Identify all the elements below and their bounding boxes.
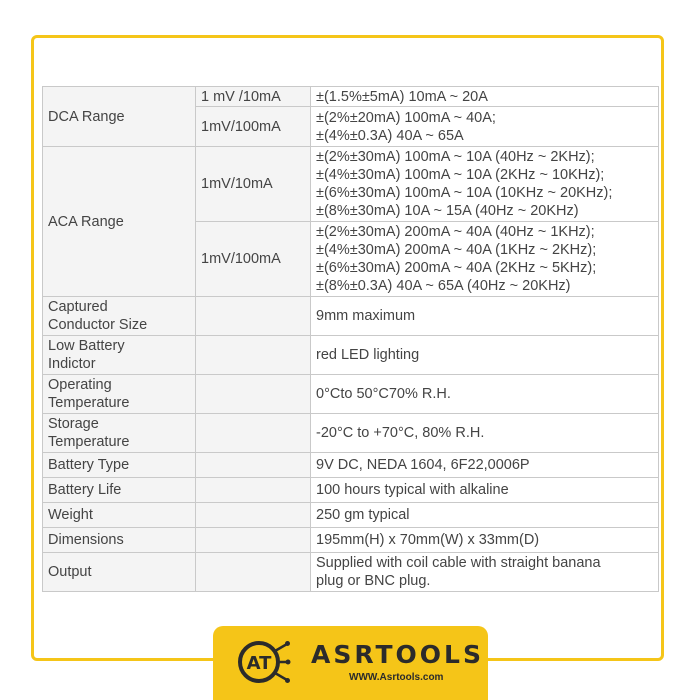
spec-label: Weight: [43, 503, 196, 528]
table-row: [43, 297, 659, 336]
spec-range-empty: [196, 336, 311, 375]
table-row: [43, 478, 659, 503]
table-row: [43, 147, 659, 222]
spec-range-empty: [196, 553, 311, 592]
spec-label: Dimensions: [43, 528, 196, 553]
spec-table: [42, 86, 659, 592]
spec-range: 1mV/100mA: [196, 222, 311, 297]
at-circuit-logo-icon: [235, 634, 291, 690]
spec-range-empty: [196, 414, 311, 453]
spec-range-empty: [196, 503, 311, 528]
table-row: [43, 553, 659, 592]
brand-website: WWW.Asrtools.com: [349, 672, 444, 683]
spec-label: Low Battery Indictor: [43, 336, 196, 375]
spec-value: ±(1.5%±5mA) 10mA ~ 20A: [311, 87, 659, 107]
spec-value: 0°Cto 50°C70% R.H.: [311, 375, 659, 414]
spec-label: ACA Range: [43, 147, 196, 297]
spec-range: 1 mV /10mA: [196, 87, 311, 107]
table-row: [43, 414, 659, 453]
spec-value: 9V DC, NEDA 1604, 6F22,0006P: [311, 453, 659, 478]
table-row: [43, 503, 659, 528]
spec-value: 9mm maximum: [311, 297, 659, 336]
spec-range-empty: [196, 453, 311, 478]
spec-value: ±(2%±20mA) 100mA ~ 40A; ±(4%±0.3A) 40A ~ 65A: [311, 107, 659, 147]
spec-range-empty: [196, 528, 311, 553]
spec-range-empty: [196, 375, 311, 414]
spec-range-empty: [196, 478, 311, 503]
brand-logo[interactable]: [213, 626, 488, 700]
table-row: [43, 375, 659, 414]
spec-value: Supplied with coil cable with straight banana plug or BNC plug.: [311, 553, 659, 592]
table-row: [43, 453, 659, 478]
spec-label: Storage Temperature: [43, 414, 196, 453]
spec-value: 100 hours typical with alkaline: [311, 478, 659, 503]
spec-value: 250 gm typical: [311, 503, 659, 528]
spec-value: ±(2%±30mA) 200mA ~ 40A (40Hz ~ 1KHz); ±(4%±30mA) 200mA ~ 40A (1KHz ~ 2KHz); ±(6%±30mA) 200mA ~ 40A (2KHz ~ 5KHz); ±(8%±0.3A) 40A ~ 65A (40Hz ~ 20KHz): [311, 222, 659, 297]
spec-value: 195mm(H) x 70mm(W) x 33mm(D): [311, 528, 659, 553]
table-row: [43, 528, 659, 553]
table-row: [43, 87, 659, 107]
spec-label: DCA Range: [43, 87, 196, 147]
spec-range: 1mV/100mA: [196, 107, 311, 147]
spec-label: Output: [43, 553, 196, 592]
spec-label: Battery Life: [43, 478, 196, 503]
spec-value: red LED lighting: [311, 336, 659, 375]
spec-label: Battery Type: [43, 453, 196, 478]
spec-value: -20°C to +70°C, 80% R.H.: [311, 414, 659, 453]
spec-label: Operating Temperature: [43, 375, 196, 414]
spec-range: 1mV/10mA: [196, 147, 311, 222]
table-row: [43, 336, 659, 375]
spec-value: ±(2%±30mA) 100mA ~ 10A (40Hz ~ 2KHz); ±(4%±30mA) 100mA ~ 10A (2KHz ~ 10KHz); ±(6%±30mA) 100mA ~ 10A (10KHz ~ 20KHz); ±(8%±30mA) 10A ~ 15A (40Hz ~ 20KHz): [311, 147, 659, 222]
brand-name: ASRTOOLS: [311, 640, 484, 669]
logo-monogram: AT: [246, 653, 272, 674]
spec-label: Captured Conductor Size: [43, 297, 196, 336]
spec-range-empty: [196, 297, 311, 336]
